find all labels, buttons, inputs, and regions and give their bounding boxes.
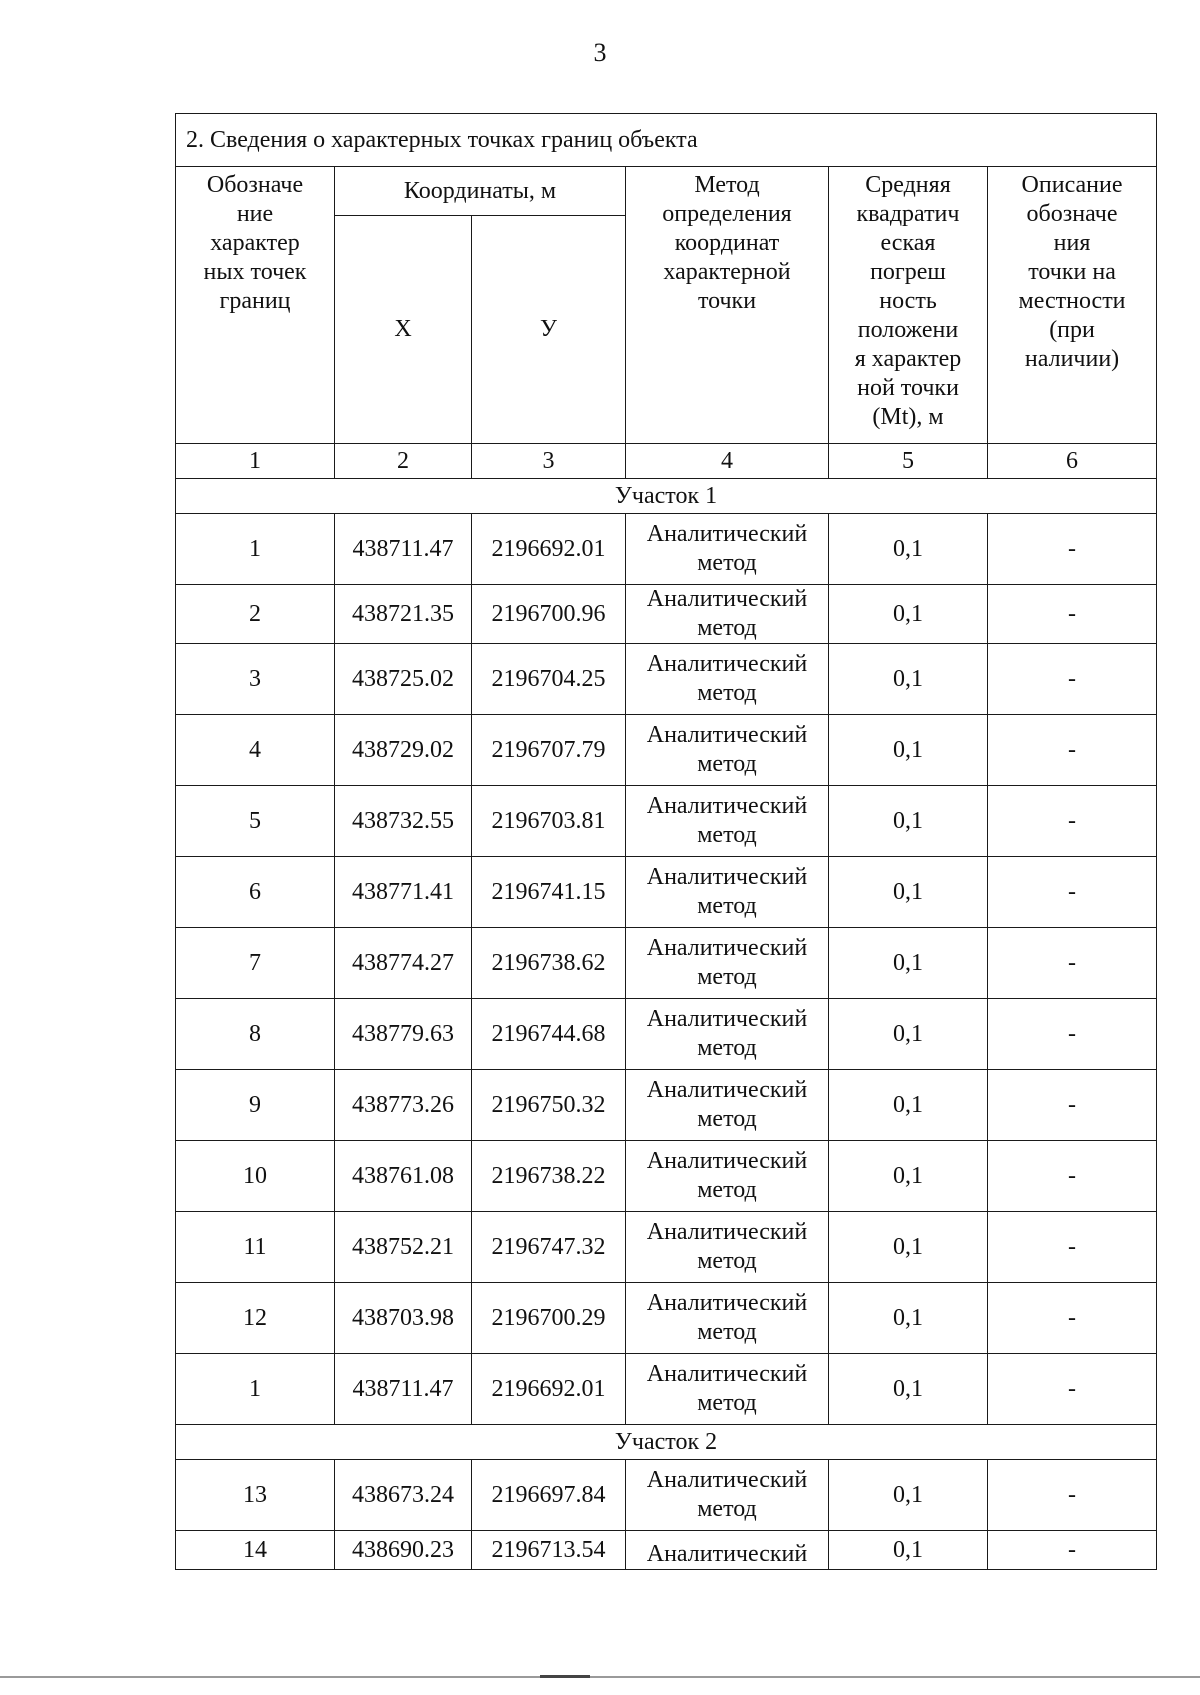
method-cell bbox=[626, 1283, 829, 1354]
description-cell: - bbox=[988, 585, 1157, 644]
method-cell bbox=[626, 1531, 829, 1570]
method-line: метод bbox=[697, 1106, 757, 1132]
header-method bbox=[626, 167, 829, 444]
y-coordinate-cell: 2196692.01 bbox=[472, 514, 626, 585]
description-cell: - bbox=[988, 1531, 1157, 1570]
y-coordinate-cell: 2196703.81 bbox=[472, 786, 626, 857]
point-number-cell: 7 bbox=[176, 928, 335, 999]
method-cell bbox=[626, 1212, 829, 1283]
boundary-points-table bbox=[175, 113, 1157, 1570]
table-title: 2. Сведения о характерных точках границ объекта bbox=[176, 114, 1157, 167]
error-cell: 0,1 bbox=[829, 928, 988, 999]
description-cell: - bbox=[988, 514, 1157, 585]
description-cell: - bbox=[988, 1283, 1157, 1354]
y-coordinate-cell: 2196747.32 bbox=[472, 1212, 626, 1283]
header-line: обозначе bbox=[1026, 201, 1118, 227]
column-number: 5 bbox=[829, 444, 988, 479]
header-x: Х bbox=[335, 216, 472, 444]
method-cell bbox=[626, 715, 829, 786]
method-line: метод bbox=[697, 964, 757, 990]
table-row bbox=[176, 644, 1157, 715]
error-cell: 0,1 bbox=[829, 1141, 988, 1212]
column-number: 1 bbox=[176, 444, 335, 479]
method-cell bbox=[626, 999, 829, 1070]
header-line: ность bbox=[879, 288, 937, 314]
header-line: характер bbox=[210, 230, 300, 256]
method-line: метод bbox=[697, 615, 757, 641]
error-cell: 0,1 bbox=[829, 1531, 988, 1570]
point-number-cell: 9 bbox=[176, 1070, 335, 1141]
table-row bbox=[176, 928, 1157, 999]
error-cell: 0,1 bbox=[829, 1354, 988, 1425]
header-line: Обозначе bbox=[206, 172, 304, 198]
y-coordinate-cell: 2196704.25 bbox=[472, 644, 626, 715]
description-cell: - bbox=[988, 786, 1157, 857]
method-cell bbox=[626, 928, 829, 999]
method-line: метод bbox=[697, 1390, 757, 1416]
point-number-cell: 1 bbox=[176, 514, 335, 585]
header-line: (при bbox=[1049, 317, 1095, 343]
header-coordinates: Координаты, м bbox=[335, 167, 626, 216]
method-cell bbox=[626, 857, 829, 928]
method-cell bbox=[626, 1460, 829, 1531]
table-row bbox=[176, 999, 1157, 1070]
header-error bbox=[829, 167, 988, 444]
error-cell: 0,1 bbox=[829, 786, 988, 857]
description-cell: - bbox=[988, 1212, 1157, 1283]
x-coordinate-cell: 438690.23 bbox=[335, 1531, 472, 1570]
point-number-cell: 1 bbox=[176, 1354, 335, 1425]
method-cell bbox=[626, 514, 829, 585]
description-cell: - bbox=[988, 857, 1157, 928]
error-cell: 0,1 bbox=[829, 857, 988, 928]
x-coordinate-cell: 438711.47 bbox=[335, 514, 472, 585]
x-coordinate-cell: 438752.21 bbox=[335, 1212, 472, 1283]
header-line: характерной bbox=[663, 259, 791, 285]
header-line: ных точек bbox=[203, 259, 307, 285]
x-coordinate-cell: 438673.24 bbox=[335, 1460, 472, 1531]
table-row bbox=[176, 1141, 1157, 1212]
header-line: границ bbox=[219, 288, 291, 314]
method-line: метод bbox=[697, 1177, 757, 1203]
method-line: Аналитический bbox=[646, 935, 808, 961]
error-cell: 0,1 bbox=[829, 644, 988, 715]
method-line: метод bbox=[697, 893, 757, 919]
header-line: Метод bbox=[694, 172, 760, 198]
header-line: ние bbox=[236, 201, 274, 227]
y-coordinate-cell: 2196738.62 bbox=[472, 928, 626, 999]
point-number-cell: 10 bbox=[176, 1141, 335, 1212]
error-cell: 0,1 bbox=[829, 1283, 988, 1354]
x-coordinate-cell: 438725.02 bbox=[335, 644, 472, 715]
x-coordinate-cell: 438774.27 bbox=[335, 928, 472, 999]
header-description bbox=[988, 167, 1157, 444]
error-cell: 0,1 bbox=[829, 715, 988, 786]
method-line: метод bbox=[697, 751, 757, 777]
x-coordinate-cell: 438729.02 bbox=[335, 715, 472, 786]
method-line: Аналитический bbox=[646, 722, 808, 748]
method-line: Аналитический bbox=[646, 1467, 808, 1493]
x-coordinate-cell: 438703.98 bbox=[335, 1283, 472, 1354]
error-cell: 0,1 bbox=[829, 1460, 988, 1531]
table-row bbox=[176, 1212, 1157, 1283]
method-line: Аналитический bbox=[646, 1077, 808, 1103]
column-number: 6 bbox=[988, 444, 1157, 479]
table-row bbox=[176, 1531, 1157, 1570]
method-line: Аналитический bbox=[646, 793, 808, 819]
method-line: Аналитический bbox=[646, 1148, 808, 1174]
method-line: метод bbox=[697, 680, 757, 706]
method-line: Аналитический bbox=[646, 864, 808, 890]
method-line: Аналитический bbox=[646, 1290, 808, 1316]
method-line: Аналитический bbox=[646, 1006, 808, 1032]
header-y: У bbox=[472, 216, 626, 444]
description-cell: - bbox=[988, 1460, 1157, 1531]
method-line: Аналитический bbox=[646, 521, 808, 547]
method-line: метод bbox=[697, 822, 757, 848]
header-line: еская bbox=[880, 230, 936, 256]
point-number-cell: 12 bbox=[176, 1283, 335, 1354]
error-cell: 0,1 bbox=[829, 585, 988, 644]
column-number: 4 bbox=[626, 444, 829, 479]
x-coordinate-cell: 438771.41 bbox=[335, 857, 472, 928]
description-cell: - bbox=[988, 644, 1157, 715]
point-number-cell: 3 bbox=[176, 644, 335, 715]
x-coordinate-cell: 438779.63 bbox=[335, 999, 472, 1070]
x-coordinate-cell: 438721.35 bbox=[335, 585, 472, 644]
section-label: Участок 1 bbox=[176, 479, 1157, 514]
x-coordinate-cell: 438732.55 bbox=[335, 786, 472, 857]
section-row bbox=[176, 479, 1157, 514]
table-row bbox=[176, 1354, 1157, 1425]
header-line: ния bbox=[1053, 230, 1091, 256]
x-coordinate-cell: 438711.47 bbox=[335, 1354, 472, 1425]
table-row bbox=[176, 1460, 1157, 1531]
description-cell: - bbox=[988, 928, 1157, 999]
header-line: местности bbox=[1018, 288, 1126, 314]
y-coordinate-cell: 2196700.29 bbox=[472, 1283, 626, 1354]
column-number: 3 bbox=[472, 444, 626, 479]
method-cell bbox=[626, 585, 829, 644]
table-row bbox=[176, 1283, 1157, 1354]
table-row bbox=[176, 585, 1157, 644]
header-line: Описание bbox=[1021, 172, 1123, 198]
header-line: погреш bbox=[870, 259, 946, 285]
method-cell bbox=[626, 786, 829, 857]
column-number: 2 bbox=[335, 444, 472, 479]
y-coordinate-cell: 2196744.68 bbox=[472, 999, 626, 1070]
page-bottom-rule bbox=[0, 1676, 1200, 1678]
method-line: Аналитический bbox=[646, 651, 808, 677]
y-coordinate-cell: 2196692.01 bbox=[472, 1354, 626, 1425]
point-number-cell: 5 bbox=[176, 786, 335, 857]
y-coordinate-cell: 2196700.96 bbox=[472, 585, 626, 644]
page-number: 3 bbox=[593, 38, 607, 67]
header-line: точки на bbox=[1028, 259, 1116, 285]
method-line: метод bbox=[697, 550, 757, 576]
point-number-cell: 14 bbox=[176, 1531, 335, 1570]
point-number-cell: 4 bbox=[176, 715, 335, 786]
description-cell: - bbox=[988, 715, 1157, 786]
error-cell: 0,1 bbox=[829, 514, 988, 585]
method-line: метод bbox=[697, 1496, 757, 1522]
method-line: Аналитический bbox=[646, 1541, 808, 1567]
error-cell: 0,1 bbox=[829, 1212, 988, 1283]
y-coordinate-cell: 2196741.15 bbox=[472, 857, 626, 928]
description-cell: - bbox=[988, 999, 1157, 1070]
header-line: наличии) bbox=[1024, 346, 1120, 372]
x-coordinate-cell: 438773.26 bbox=[335, 1070, 472, 1141]
point-number-cell: 6 bbox=[176, 857, 335, 928]
description-cell: - bbox=[988, 1070, 1157, 1141]
table-row bbox=[176, 514, 1157, 585]
description-cell: - bbox=[988, 1354, 1157, 1425]
page-bottom-mark bbox=[540, 1675, 590, 1678]
method-line: Аналитический bbox=[646, 1219, 808, 1245]
y-coordinate-cell: 2196713.54 bbox=[472, 1531, 626, 1570]
column-number-row bbox=[176, 444, 1157, 479]
method-cell bbox=[626, 1070, 829, 1141]
method-line: Аналитический bbox=[646, 586, 808, 612]
method-cell bbox=[626, 1354, 829, 1425]
table-row bbox=[176, 786, 1157, 857]
header-designation bbox=[176, 167, 335, 444]
header-line: я характер bbox=[854, 346, 962, 372]
table-row bbox=[176, 715, 1157, 786]
method-line: метод bbox=[697, 1248, 757, 1274]
point-number-cell: 13 bbox=[176, 1460, 335, 1531]
header-line: определения bbox=[662, 201, 792, 227]
point-number-cell: 8 bbox=[176, 999, 335, 1070]
error-cell: 0,1 bbox=[829, 999, 988, 1070]
method-line: метод bbox=[697, 1035, 757, 1061]
table-row bbox=[176, 1070, 1157, 1141]
y-coordinate-cell: 2196697.84 bbox=[472, 1460, 626, 1531]
header-line: (Mt), м bbox=[872, 404, 944, 430]
method-line: метод bbox=[697, 1319, 757, 1345]
method-cell bbox=[626, 644, 829, 715]
x-coordinate-cell: 438761.08 bbox=[335, 1141, 472, 1212]
description-cell: - bbox=[988, 1141, 1157, 1212]
y-coordinate-cell: 2196707.79 bbox=[472, 715, 626, 786]
error-cell: 0,1 bbox=[829, 1070, 988, 1141]
method-cell bbox=[626, 1141, 829, 1212]
section-label: Участок 2 bbox=[176, 1425, 1157, 1460]
header-line: точки bbox=[697, 288, 757, 314]
header-line: Средняя bbox=[865, 172, 951, 198]
y-coordinate-cell: 2196750.32 bbox=[472, 1070, 626, 1141]
table-row bbox=[176, 857, 1157, 928]
header-line: координат bbox=[674, 230, 780, 256]
header-line: квадратич bbox=[856, 201, 960, 227]
point-number-cell: 2 bbox=[176, 585, 335, 644]
point-number-cell: 11 bbox=[176, 1212, 335, 1283]
header-line: ной точки bbox=[857, 375, 959, 401]
header-line: положени bbox=[857, 317, 959, 343]
section-row bbox=[176, 1425, 1157, 1460]
y-coordinate-cell: 2196738.22 bbox=[472, 1141, 626, 1212]
method-line: Аналитический bbox=[646, 1361, 808, 1387]
